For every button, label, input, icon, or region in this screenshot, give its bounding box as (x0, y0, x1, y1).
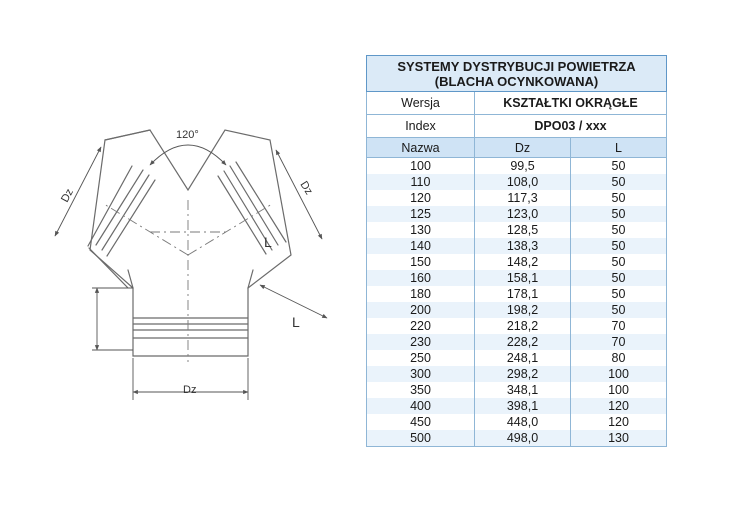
dz-right-label: Dz (297, 179, 315, 197)
cell-dz: 248,1 (475, 350, 571, 366)
table-row (367, 318, 667, 334)
cell-l: 50 (571, 206, 667, 222)
column-header-nazwa: Nazwa (367, 138, 475, 158)
bottom-body (133, 288, 248, 356)
column-header-l: L (571, 138, 667, 158)
column-header-row (367, 138, 667, 158)
cell-dz: 218,2 (475, 318, 571, 334)
cell-l: 130 (571, 430, 667, 447)
index-label: Index (367, 115, 475, 138)
cell-nazwa: 220 (367, 318, 475, 334)
cell-l: 50 (571, 286, 667, 302)
table-row (367, 190, 667, 206)
cell-l: 50 (571, 238, 667, 254)
table-row (367, 174, 667, 190)
cell-nazwa: 125 (367, 206, 475, 222)
cell-nazwa: 110 (367, 174, 475, 190)
cell-l: 50 (571, 174, 667, 190)
table-row (367, 270, 667, 286)
version-row (367, 92, 667, 115)
table-title-line2: (BLACHA OCYNKOWANA) (434, 74, 599, 89)
cell-dz: 228,2 (475, 334, 571, 350)
cell-l: 100 (571, 366, 667, 382)
left-branch-outline (90, 130, 291, 288)
table-row (367, 366, 667, 382)
table-title-row (367, 56, 667, 92)
cell-nazwa: 350 (367, 382, 475, 398)
spec-table (366, 55, 667, 447)
table-row (367, 350, 667, 366)
fitting-drawing (0, 0, 360, 507)
cell-nazwa: 100 (367, 158, 475, 175)
index-row (367, 115, 667, 138)
cell-l: 50 (571, 302, 667, 318)
right-seam-1 (218, 176, 266, 254)
table-title (367, 56, 667, 92)
dz-right-dimension (276, 150, 322, 239)
cell-nazwa: 200 (367, 302, 475, 318)
left-seam-2 (102, 175, 149, 250)
cell-nazwa: 180 (367, 286, 475, 302)
cell-l: 120 (571, 414, 667, 430)
cell-nazwa: 450 (367, 414, 475, 430)
table-row (367, 382, 667, 398)
cell-dz: 158,1 (475, 270, 571, 286)
cell-l: 120 (571, 398, 667, 414)
cell-dz: 128,5 (475, 222, 571, 238)
cell-l: 70 (571, 334, 667, 350)
table-row (367, 334, 667, 350)
cell-nazwa: 400 (367, 398, 475, 414)
cell-l: 50 (571, 190, 667, 206)
cell-l: 50 (571, 254, 667, 270)
table-row (367, 414, 667, 430)
left-seam-1 (96, 170, 143, 245)
left-seam-4 (88, 166, 132, 246)
index-value: DPO03 / xxx (475, 115, 667, 138)
cell-dz: 108,0 (475, 174, 571, 190)
cell-dz: 123,0 (475, 206, 571, 222)
table-row (367, 222, 667, 238)
cell-dz: 138,3 (475, 238, 571, 254)
cell-l: 50 (571, 222, 667, 238)
cell-dz: 148,2 (475, 254, 571, 270)
cell-nazwa: 300 (367, 366, 475, 382)
cell-l: 80 (571, 350, 667, 366)
table-row (367, 398, 667, 414)
cell-dz: 117,3 (475, 190, 571, 206)
cell-l: 50 (571, 270, 667, 286)
cell-nazwa: 160 (367, 270, 475, 286)
cell-dz: 298,2 (475, 366, 571, 382)
cell-nazwa: 120 (367, 190, 475, 206)
table-row (367, 254, 667, 270)
cell-dz: 99,5 (475, 158, 571, 175)
angle-label: 120° (176, 129, 199, 141)
cell-dz: 178,1 (475, 286, 571, 302)
cell-l: 70 (571, 318, 667, 334)
dz-bottom-label: Dz (183, 384, 197, 396)
cell-dz: 448,0 (475, 414, 571, 430)
left-seam-3 (107, 180, 155, 256)
cell-dz: 198,2 (475, 302, 571, 318)
table-row (367, 302, 667, 318)
version-label: Wersja (367, 92, 475, 115)
cell-nazwa: 250 (367, 350, 475, 366)
center-line-left (104, 204, 188, 255)
cell-dz: 398,1 (475, 398, 571, 414)
l-right-label: L (264, 234, 272, 250)
fitting-body-outline (128, 270, 253, 288)
column-header-dz: Dz (475, 138, 571, 158)
table-row (367, 238, 667, 254)
cell-nazwa: 150 (367, 254, 475, 270)
dz-left-label: Dz (59, 186, 76, 205)
table-row (367, 430, 667, 447)
cell-dz: 498,0 (475, 430, 571, 447)
table-title-line1: SYSTEMY DYSTRYBUCJI POWIETRZA (397, 59, 636, 74)
version-value: KSZTAŁTKI OKRĄGŁE (475, 92, 667, 115)
cell-nazwa: 140 (367, 238, 475, 254)
table-row (367, 206, 667, 222)
table-row (367, 286, 667, 302)
cell-l: 100 (571, 382, 667, 398)
cell-dz: 348,1 (475, 382, 571, 398)
left-branch-pipe (89, 130, 150, 288)
cell-nazwa: 130 (367, 222, 475, 238)
cell-nazwa: 230 (367, 334, 475, 350)
l-bottom-label: L (292, 314, 300, 330)
table-row (367, 158, 667, 175)
cell-nazwa: 500 (367, 430, 475, 447)
cell-l: 50 (571, 158, 667, 175)
